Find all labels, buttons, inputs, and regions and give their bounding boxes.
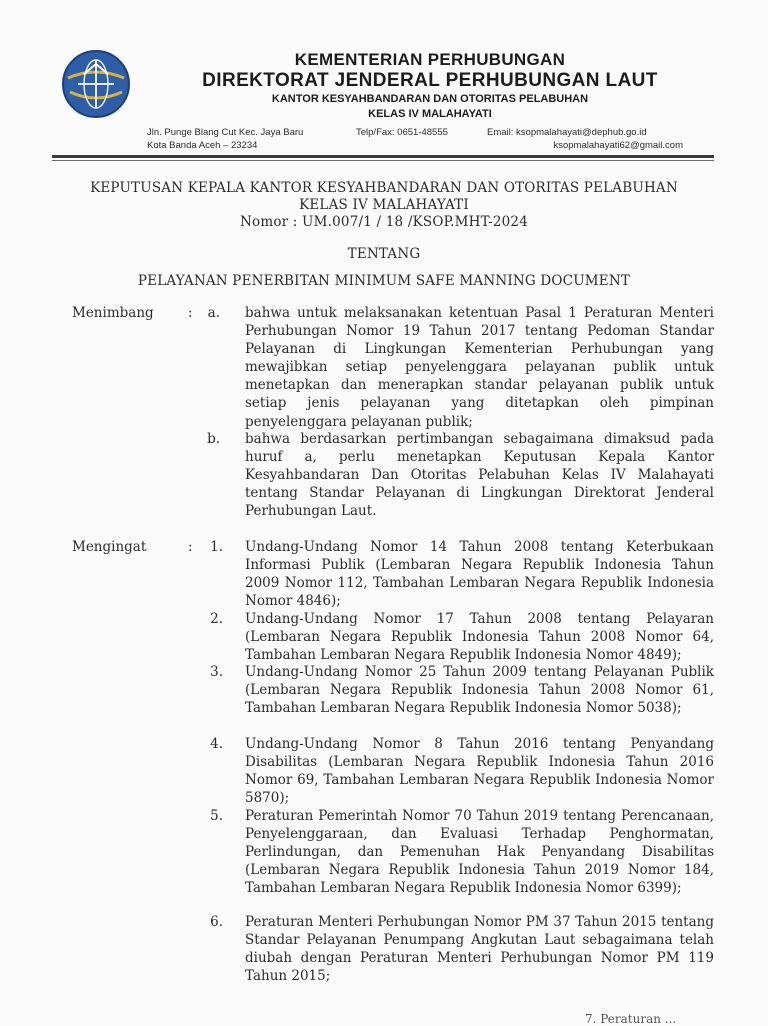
menimbang-marker-a: a.	[207, 305, 220, 321]
letterhead-divider-thin	[52, 160, 714, 161]
decree-number: Nomor : UM.007/1 / 18 /KSOP.MHT-2024	[239, 214, 529, 230]
mengingat-marker-3: 3.	[210, 664, 223, 680]
mengingat-colon: :	[188, 539, 193, 555]
letterhead-divider-thick	[52, 155, 714, 158]
menimbang-item-a: bahwa untuk melaksanakan ketentuan Pasal 1 Peraturan Menteri Perhubungan Nomor 19 Tahun 2017 tentang Pedoman Standar Pelayanan di Lingkungan Kementerian Perhubungan yang mewajibkan setiap penyelenggara pelayanan publik untuk menetapkan dan menerapkan standar pelayanan publik untuk setiap jenis pelayanan yang ditetapkan oleh pimpinan penyelenggara pelayanan publik;	[245, 305, 714, 430]
mengingat-item-5: Peraturan Pemerintah Nomor 70 Tahun 2019 tentang Perencanaan, Penyelenggaraan, dan Evaluasi Terhadap Penghormatan, Perlindungan, dan Pemenuhan Hak Penyandang Disabilitas (Lembaran Negara Republik Indonesia Tahun 2019 Nomor 184, Tambahan Lembaran Negara Republik Indonesia Nomor 6399);	[245, 808, 714, 897]
mengingat-label: Mengingat	[72, 539, 147, 555]
mengingat-item-2: Undang-Undang Nomor 17 Tahun 2008 tentang Pelayaran (Lembaran Negara Republik Indonesia Tahun 2008 Nomor 64, Tambahan Lembaran Negara Republik Indonesia Nomor 4849);	[245, 611, 714, 664]
menimbang-label: Menimbang	[72, 305, 154, 321]
letterhead	[140, 50, 720, 122]
decree-title: KEPUTUSAN KEPALA KANTOR KESYAHBANDARAN DAN OTORITAS PELABUHAN	[90, 180, 678, 196]
about-heading: TENTANG	[347, 246, 421, 262]
menimbang-item-b: bahwa berdasarkan pertimbangan sebagaimana dimaksud pada huruf a, perlu menetapkan Keputusan Kepala Kantor Kesyahbandaran Dan Otoritas Pelabuhan Kelas IV Malahayati tentang Standar Pelayanan di Lingkungan Direktorat Jenderal Perhubungan Laut.	[245, 431, 714, 520]
mengingat-item-4: Undang-Undang Nomor 8 Tahun 2016 tentang Penyandang Disabilitas (Lembaran Negara Republik Indonesia Tahun 2016 Nomor 69, Tambahan Lembaran Negara Republik Indonesia Nomor 5870);	[245, 736, 714, 807]
mengingat-marker-2: 2.	[210, 611, 223, 627]
mengingat-marker-5: 5.	[210, 808, 223, 824]
ministry-emblem-logo	[60, 48, 132, 120]
menimbang-colon: :	[188, 305, 193, 321]
decree-subject: PELAYANAN PENERBITAN MINIMUM SAFE MANNING DOCUMENT	[137, 273, 631, 289]
office-class: KELAS IV MALAHAYATI	[368, 108, 492, 120]
menimbang-marker-b: b.	[207, 431, 220, 447]
office-address: Jln. Punge Blang Cut Kec. Jaya Baru Kota Banda Aceh – 23234	[147, 127, 304, 151]
office-name: KANTOR KESYAHBANDARAN DAN OTORITAS PELABUHAN	[271, 93, 589, 105]
mengingat-item-6: Peraturan Menteri Perhubungan Nomor PM 37 Tahun 2015 tentang Standar Pelayanan Penumpang Angkutan Laut sebagaimana telah diubah dengan Peraturan Menteri Perhubungan Nomor PM 119 Tahun 2015;	[245, 914, 714, 985]
ministry-name: KEMENTERIAN PERHUBUNGAN	[294, 50, 566, 69]
mengingat-marker-4: 4.	[210, 736, 223, 752]
decree-title-class: KELAS IV MALAHAYATI	[299, 197, 469, 213]
office-telfax: Telp/Fax: 0651-48555	[356, 127, 448, 138]
directorate-name: DIREKTORAT JENDERAL PERHUBUNGAN LAUT	[202, 70, 658, 91]
mengingat-marker-1: 1.	[210, 539, 223, 555]
office-email: Email: ksopmalahayati@dephub.go.id ksopmalahayati62@gmail.com	[487, 127, 683, 151]
mengingat-marker-6: 6.	[210, 914, 223, 930]
page-continuation: 7. Peraturan ...	[585, 1012, 677, 1026]
mengingat-item-1: Undang-Undang Nomor 14 Tahun 2008 tentang Keterbukaan Informasi Publik (Lembaran Negara Republik Indonesia Tahun 2009 Nomor 112, Tambahan Lembaran Negara Republik Indonesia Nomor 4846);	[245, 539, 714, 610]
mengingat-item-3: Undang-Undang Nomor 25 Tahun 2009 tentang Pelayanan Publik (Lembaran Negara Republik Indonesia Tahun 2008 Nomor 61, Tambahan Lembaran Negara Republik Indonesia Nomor 5038);	[245, 664, 714, 717]
